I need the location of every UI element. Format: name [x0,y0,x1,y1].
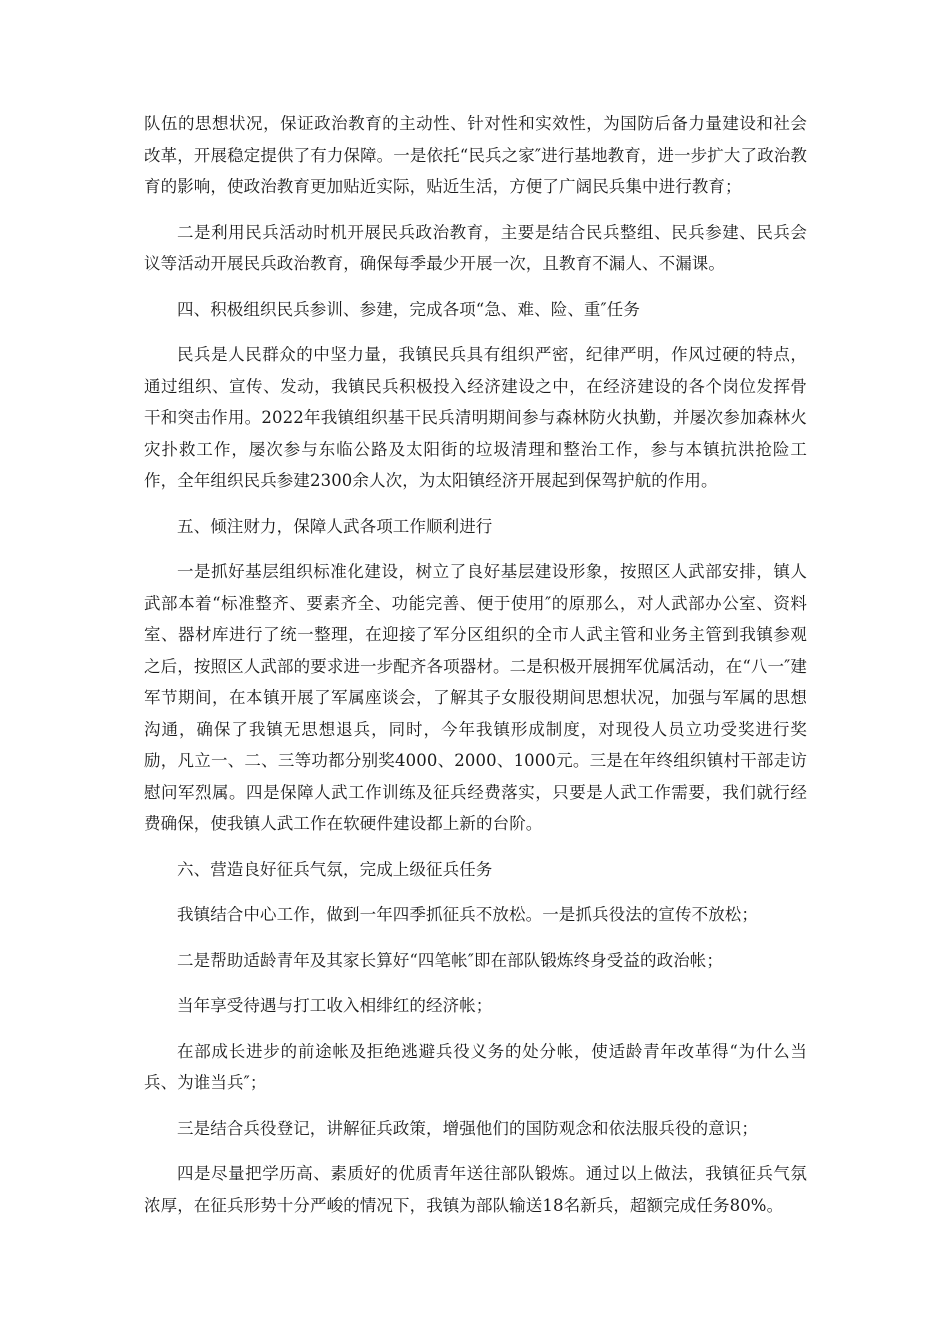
section-heading-4: 四、积极组织民兵参训、参建，完成各项“急、难、险、重″任务 [177,299,640,319]
paragraph-registration: 三是结合兵役登记，讲解征兵政策，增强他们的国防观念和依法服兵役的意识； [177,1118,758,1138]
paragraph-militia-construction: 民兵是人民群众的中坚力量，我镇民兵具有组织严密，纪律严明，作风过硬的特点，通过组织、宣传、发动，我镇民兵积极投入经济建设之中，在经济建设的各个岗位发挥骨干和突击作用。2022年我镇组织基干民兵清明期间参与森林防火执勤，并屡次参加森林火灾扑救工作，屡次参与东临公路及太阳街的垃圾清理和整治工作，参与本镇抗洪抢险工作，全年组织民兵参建2300余人次，为太阳镇经济开展起到保驾护航的作用。 [144,345,807,490]
document-page [144,108,807,1235]
paragraph-future-account: 在部成长进步的前途帐及拒绝逃避兵役义务的处分帐，使适龄青年改革得“为什么当兵、为谁当兵″； [144,1041,807,1092]
section-heading-6: 六、营造良好征兵气氛，完成上级征兵任务 [177,859,493,879]
paragraph-recruitment-intro: 我镇结合中心工作，做到一年四季抓征兵不放松。一是抓兵役法的宣传不放松； [177,905,758,924]
paragraph-continuation: 队伍的思想状况，保证政治教育的主动性、针对性和实效性，为国防后备力量建设和社会改革，开展稳定提供了有力保障。一是依托“民兵之家″进行基地教育，进一步扩大了政治教育的影响，使政治教育更加贴近实际，贴近生活，方便了广阔民兵集中进行教育； [144,114,807,196]
paragraph-funding: 一是抓好基层组织标准化建设，树立了良好基层建设形象，按照区人武部安排，镇人武部本着“标准整齐、要素齐全、功能完善、便于使用″的原那么，对人武部办公室、资料室、器材库进行了统一整理，在迎接了军分区组织的全市人武主管和业务主管到我镇参观之后，按照区人武部的要求进一步配齐各项器材。二是积极开展拥军优属活动，在“八一″建军节期间，在本镇开展了军属座谈会，了解其子女服役期间思想状况，加强与军属的思想沟通，确保了我镇无思想退兵，同时，今年我镇形成制度，对现役人员立功受奖进行奖励，凡立一、二、三等功都分别奖4000、2000、1000元。三是在年终组织镇村干部走访慰问军烈属。四是保障人武工作训练及征兵经费落实，只要是人武工作需要，我们就行经费确保，使我镇人武工作在软硬件建设都上新的台阶。 [144,562,807,833]
paragraph-economic-account: 当年享受待遇与打工收入相绯红的经济帐； [177,996,493,1015]
section-heading-5: 五、倾注财力，保障人武各项工作顺利进行 [177,516,493,536]
paragraph-political-education: 二是利用民兵活动时机开展民兵政治教育，主要是结合民兵整组、民兵参建、民兵会议等活动开展民兵政治教育，确保每季最少开展一次，且教育不漏人、不漏课。 [144,222,807,273]
paragraph-four-accounts: 二是帮助适龄青年及其家长算好“四笔帐″即在部队锻炼终身受益的政治帐； [177,950,723,970]
paragraph-recruitment-result: 四是尽量把学历高、素质好的优质青年送往部队锻炼。通过以上做法，我镇征兵气氛浓厚，在征兵形势十分严峻的情况下，我镇为部队输送18名新兵，超额完成任务80%。 [144,1164,807,1215]
